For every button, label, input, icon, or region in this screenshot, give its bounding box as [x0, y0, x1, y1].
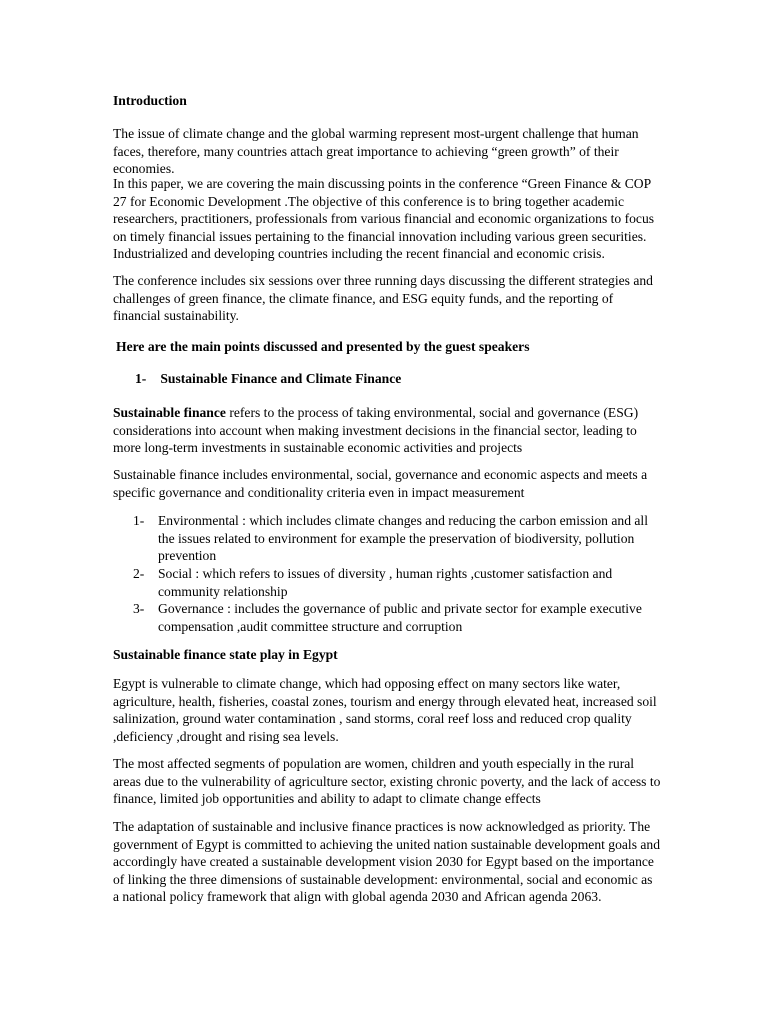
main-points-heading: Here are the main points discussed and presented by the guest speakers: [116, 339, 530, 354]
section-1-heading: [135, 370, 401, 388]
sustainable-finance-term: Sustainable finance: [113, 405, 226, 420]
sustainable-finance-definition: [113, 404, 661, 457]
egypt-heading: Sustainable finance state play in Egypt: [113, 647, 338, 662]
list-item-number: 2-: [133, 566, 145, 581]
intro-paragraph-1: The issue of climate change and the global warming represent most-urgent challenge that human faces, therefore, many countries attach great importance to achieving “green growth” of their economies.: [113, 126, 639, 176]
list-item-text: Environmental : which includes climate changes and reducing the carbon emission and all the issues related to environment for example the preservation of biodiversity, pollution prevention: [158, 513, 648, 563]
list-item-number: 3-: [133, 601, 145, 616]
list-item: [133, 565, 663, 600]
list-item: [133, 600, 663, 635]
list-item-text: Social : which refers to issues of diversity , human rights ,customer satisfaction and community relationship: [158, 566, 613, 599]
sustainable-finance-definition-text: refers to the process of taking environmental, social and governance (ESG) considerations into account when making investment decisions in the financial sector, leading to more long-term investments in sustainable economic activities and projects: [113, 405, 639, 455]
sustainable-finance-includes: Sustainable finance includes environmental, social, governance and economic aspects and meets a specific governance and conditionality criteria even in impact measurement: [113, 467, 648, 500]
intro-paragraph-3: The conference includes six sessions over three running days discussing the different strategies and challenges of green finance, the climate finance, and ESG equity funds, and the reporting of financial sustainability.: [113, 273, 653, 323]
section-1-title: Sustainable Finance and Climate Finance: [160, 371, 402, 386]
list-item-number: 1-: [133, 513, 145, 528]
introduction-heading: Introduction: [113, 93, 187, 108]
list-item: [133, 512, 663, 565]
egypt-paragraph-1: Egypt is vulnerable to climate change, which had opposing effect on many sectors like water, agriculture, health, fisheries, coastal zones, tourism and energy through elevated heat, increased soil salinization, ground water contamination , sand storms, coral reef loss and reduced crop quality ,deficiency ,drought and rising sea levels.: [113, 676, 657, 744]
list-item-text: Governance : includes the governance of public and private sector for example executive compensation ,audit committee structure and corruption: [158, 601, 642, 634]
intro-paragraph-2: In this paper, we are covering the main discussing points in the conference “Green Finance & COP 27 for Economic Development .The objective of this conference is to bring together academic researchers, practitioners, professionals from various financial and economic organizations to focus on timely financial issues pertaining to the financial innovation including various green securities. Industrialized and developing countries including the recent financial and economic crisis.: [113, 176, 655, 261]
egypt-paragraph-3: The adaptation of sustainable and inclusive finance practices is now acknowledged as priority. The government of Egypt is committed to achieving the united nation sustainable development goals and accordingly have created a sustainable development vision 2030 for Egypt based on the importance of linking the three dimensions of sustainable development: environmental, social and economic as a national policy framework that align with global agenda 2030 and African agenda 2063.: [113, 819, 661, 904]
section-1-number: 1-: [135, 371, 147, 386]
egypt-paragraph-2: The most affected segments of population are women, children and youth especially in the rural areas due to the vulnerability of agriculture sector, existing chronic poverty, and the lack of access to finance, limited job opportunities and ability to adapt to climate change effects: [113, 756, 661, 806]
